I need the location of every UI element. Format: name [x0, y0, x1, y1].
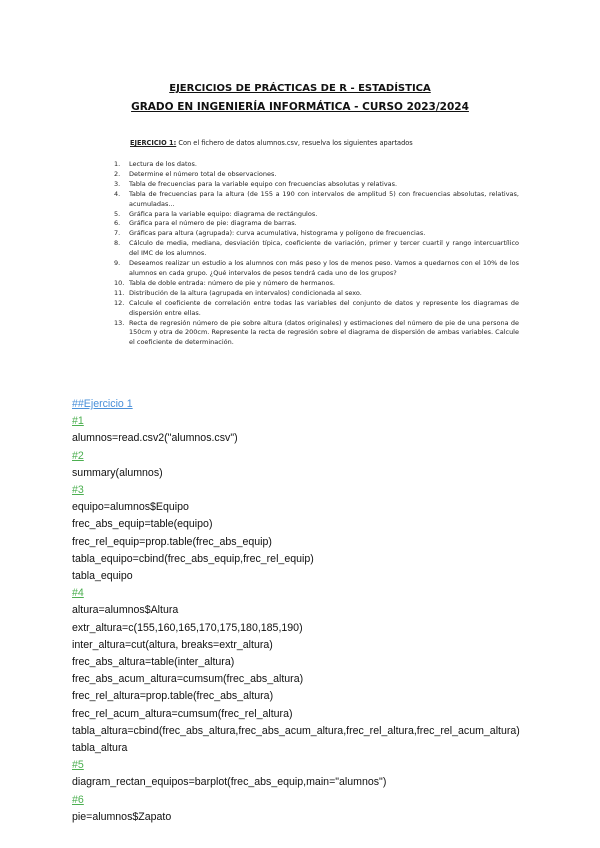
list-item-text: Calcule el coeficiente de correlación entre todas las variables del conjunto de datos y represente los diagramas de dispersión entre ellas. — [129, 298, 519, 317]
code-line: altura=alumnos$Altura — [72, 604, 179, 617]
list-item-number: 9. — [114, 259, 121, 268]
list-item-text: Gráfica para el número de pie: diagrama de barras. — [129, 219, 297, 228]
list-item-text: Gráfica para la variable equipo: diagrama de rectángulos. — [129, 209, 318, 218]
list-item — [114, 279, 519, 289]
list-item-text: Deseamos realizar un estudio a los alumnos con más peso y los de menos peso. Vamos a quedarnos con el 10% de los alumnos en cada grupo. ¿Qué intervalos de pesos tendrá cada uno de los grupos? — [129, 259, 519, 277]
list-item-number: 5. — [114, 209, 121, 218]
list-item — [114, 229, 519, 239]
list-item-number: 4. — [114, 189, 121, 198]
list-item-text: Tabla de frecuencias para la variable equipo con frecuencias absolutas y relativas. — [129, 179, 398, 188]
r-code-block — [72, 396, 542, 826]
code-line: pie=alumnos$Zapato — [72, 810, 172, 823]
list-item-number: 12. — [114, 298, 125, 307]
code-line: inter_altura=cut(altura, breaks=extr_altura) — [72, 638, 273, 651]
list-item-number: 2. — [114, 169, 121, 178]
list-item — [114, 190, 519, 210]
document-title: EJERCICIOS DE PRÁCTICAS DE R - ESTADÍSTICA — [169, 83, 431, 94]
list-item-text: Tabla de doble entrada: número de pie y número de hermanos. — [129, 278, 335, 287]
list-item — [114, 219, 519, 229]
code-line: tabla_altura — [72, 742, 128, 755]
exercise-list — [114, 160, 519, 348]
list-item-number: 11. — [114, 288, 125, 297]
list-item-number: 3. — [114, 179, 121, 188]
code-line: frec_rel_altura=prop.table(frec_abs_altura) — [72, 690, 274, 703]
list-item-text: Distribución de la altura (agrupada en intervalos) condicionada al sexo. — [129, 288, 362, 297]
exercise-intro — [130, 139, 550, 147]
list-item-number: 10. — [114, 278, 125, 287]
list-item — [114, 170, 519, 180]
code-line: alumnos=read.csv2("alumnos.csv") — [72, 432, 238, 445]
exercise-label: EJERCICIO 1: — [130, 139, 177, 147]
code-line: frec_rel_equip=prop.table(frec_abs_equip) — [72, 535, 272, 548]
list-item-number: 8. — [114, 239, 121, 248]
code-line: frec_abs_equip=table(equipo) — [72, 518, 213, 531]
list-item-number: 1. — [114, 160, 121, 168]
list-item — [114, 239, 519, 259]
code-line: frec_abs_altura=table(inter_altura) — [72, 656, 235, 669]
code-line: summary(alumnos) — [72, 466, 163, 479]
code-comment-line: #5 — [72, 759, 84, 772]
code-line: tabla_equipo — [72, 570, 133, 583]
list-item-text: Gráficas para altura (agrupada): curva acumulativa, histograma y polígono de frecuencias. — [129, 229, 426, 238]
code-comment-line: #2 — [72, 449, 84, 462]
list-item — [114, 299, 519, 319]
list-item — [114, 289, 519, 299]
exercise-statement: Con el fichero de datos alumnos.csv, resuelva los siguientes apartados — [176, 139, 413, 147]
list-item — [114, 259, 519, 279]
list-item — [114, 319, 519, 349]
document-header — [0, 80, 600, 116]
list-item-number: 6. — [114, 219, 121, 228]
code-line: equipo=alumnos$Equipo — [72, 501, 189, 514]
list-item — [114, 210, 519, 220]
list-item-text: Determine el número total de observaciones. — [129, 169, 277, 178]
code-comment-line: #6 — [72, 793, 84, 806]
code-line: diagram_rectan_equipos=barplot(frec_abs_equip,main="alumnos") — [72, 776, 387, 789]
code-line: extr_altura=c(155,160,165,170,175,180,185,190) — [72, 621, 303, 634]
list-item — [114, 160, 519, 170]
code-line: tabla_equipo=cbind(frec_abs_equip,frec_rel_equip) — [72, 552, 314, 565]
document-subtitle: GRADO EN INGENIERÍA INFORMÁTICA - CURSO 2023/2024 — [131, 101, 469, 113]
code-line: frec_rel_acum_altura=cumsum(frec_rel_altura) — [72, 707, 293, 720]
list-item-number: 13. — [114, 318, 125, 327]
list-item-number: 7. — [114, 229, 121, 238]
code-comment-line: #1 — [72, 415, 84, 428]
list-item-text: Lectura de los datos. — [129, 160, 197, 168]
code-line: frec_abs_acum_altura=cumsum(frec_abs_altura) — [72, 673, 304, 686]
list-item-text: Tabla de frecuencias para la altura (de 155 a 190 con intervalos de amplitud 5) con frecuencias absolutas, relativas, acumuladas... — [129, 189, 519, 208]
list-item — [114, 180, 519, 190]
code-line: tabla_altura=cbind(frec_abs_altura,frec_abs_acum_altura,frec_rel_altura,frec_rel_acum_altura) — [72, 724, 520, 737]
code-comment-line: ##Ejercicio 1 — [72, 398, 133, 410]
list-item-text: Recta de regresión número de pie sobre altura (datos originales) y estimaciones del número de pie de una persona de 150cm y otra de 200cm. Represente la recta de regresión sobre el diagrama de dispersión de ambas variables. Calcule el coeficiente de determinación. — [129, 318, 519, 347]
code-comment-line: #3 — [72, 484, 84, 497]
list-item-text: Cálculo de media, mediana, desviación típica, coeficiente de variación, primer y tercer cuartil y rango intercuartílico del IMC de los alumnos. — [129, 239, 519, 258]
code-comment-line: #4 — [72, 587, 84, 600]
